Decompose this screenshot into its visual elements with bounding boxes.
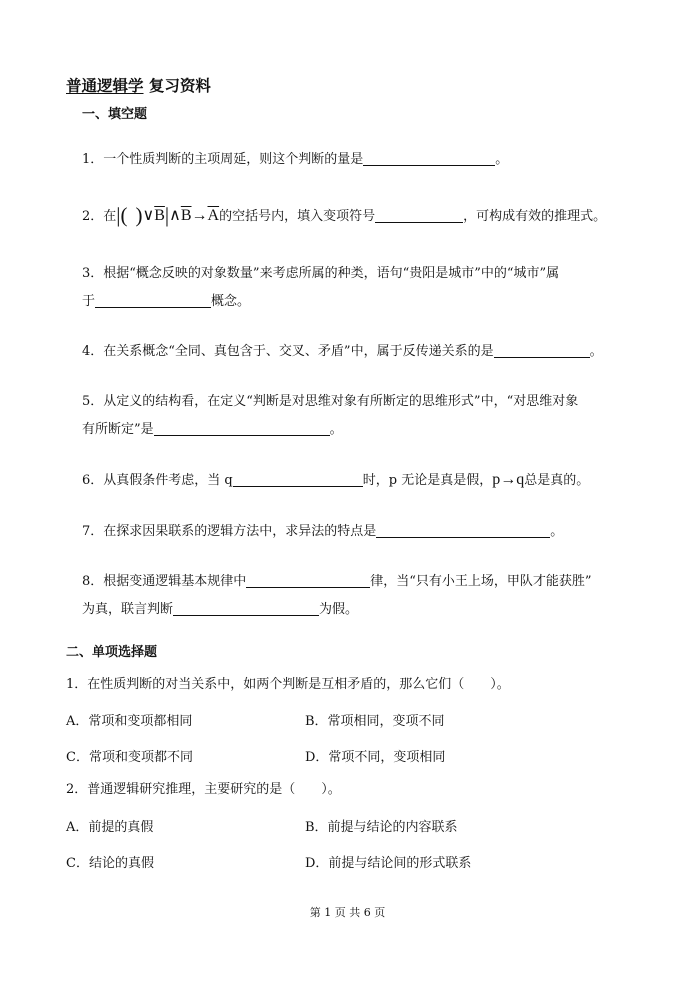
q8-text: 8．根据变通逻辑基本规律中 xyxy=(82,574,247,589)
question-5-line2 xyxy=(82,421,343,439)
q7-end: 。 xyxy=(550,524,564,539)
q1-end: 。 xyxy=(495,152,509,167)
q2-lbar: | xyxy=(116,203,121,227)
q6-end: 总是真的。 xyxy=(524,473,590,488)
mc2-option-a[interactable]: A．前提的真假 xyxy=(66,820,154,835)
q5-line2-end: 。 xyxy=(329,422,343,437)
mc1-option-d[interactable]: D．常项不同，变项相同 xyxy=(305,750,446,765)
question-6 xyxy=(82,471,589,490)
mc1-option-c[interactable]: C．常项和变项都不同 xyxy=(66,750,193,765)
question-4 xyxy=(82,343,603,361)
q1-blank[interactable] xyxy=(363,151,495,166)
mc-question-2: 2．普通逻辑研究推理，主要研究的是（ ）。 xyxy=(66,782,341,797)
q8-line2-start: 为真，联言判断 xyxy=(82,602,174,617)
q3-line2-start: 于 xyxy=(82,294,96,309)
q2-arrow: → xyxy=(191,207,208,224)
question-7 xyxy=(82,523,563,541)
mc1-option-a[interactable]: A．常项和变项都相同 xyxy=(66,714,193,729)
question-5: 5．从定义的结构看，在定义“判断是对思维对象有所断定的思维形式”中，“对思维对象 xyxy=(82,394,579,409)
q2-formula xyxy=(116,203,220,227)
q6-text: 6．从真假条件考虑，当 q xyxy=(82,473,233,488)
q2-and-symbol: ∧ xyxy=(169,207,181,224)
section-heading-multiple-choice: 二、单项选择题 xyxy=(66,645,158,660)
q2-b-bar: $\overline{B}$ xyxy=(154,207,165,224)
q6-q: q xyxy=(516,471,525,488)
q6-arrow: → xyxy=(500,471,517,488)
q3-blank[interactable] xyxy=(95,293,211,308)
q5-line2-start: 有所断定”是 xyxy=(82,422,154,437)
q4-end: 。 xyxy=(589,344,603,359)
question-3: 3．根据“概念反映的对象数量”来考虑所属的种类，语句“贵阳是城市”中的“城市”属 xyxy=(82,266,560,281)
q4-blank[interactable] xyxy=(494,343,590,358)
q2-rparen: ) xyxy=(135,203,143,227)
q2-a-bar: $\overline{A}$ xyxy=(207,207,220,224)
q2-or-symbol: ∨ xyxy=(142,207,155,224)
mc-question-1: 1．在性质判断的对当关系中，如两个判断是互相矛盾的，那么它们（ ）。 xyxy=(66,677,510,692)
q2-text: 的空括号内，填入变项符号 xyxy=(219,209,376,224)
q2-prefix: 2．在 xyxy=(82,209,117,224)
title-sub: 复习资料 xyxy=(148,77,211,95)
q3-line2-end: 概念。 xyxy=(211,294,251,309)
title-main: 普通逻辑学 xyxy=(66,77,144,95)
page-footer: 第 1 页 共 6 页 xyxy=(309,906,386,919)
question-3-line2 xyxy=(82,293,250,311)
q6-blank[interactable] xyxy=(233,472,363,487)
q6-p: p xyxy=(492,471,501,488)
mc2-option-b[interactable]: B．前提与结论的内容联系 xyxy=(305,820,458,835)
mc1-option-b[interactable]: B．常项相同，变项不同 xyxy=(305,714,445,729)
q8-line2-end: 为假。 xyxy=(319,602,359,617)
q1-text: 1．一个性质判断的主项周延，则这个判断的量是 xyxy=(82,152,364,167)
mc2-option-c[interactable]: C．结论的真假 xyxy=(66,856,154,871)
page-title xyxy=(66,74,211,96)
q5-blank[interactable] xyxy=(154,421,330,436)
q2-blank[interactable] xyxy=(375,208,463,223)
q8-blank-2[interactable] xyxy=(173,601,319,616)
q7-blank[interactable] xyxy=(376,523,550,538)
section-heading-fill-in: 一、填空题 xyxy=(82,107,148,122)
q2-rbar: | xyxy=(164,203,170,227)
q6-text-mid: 时，p 无论是真是假， xyxy=(362,473,493,488)
q8-blank-1[interactable] xyxy=(246,573,370,588)
q4-text: 4．在关系概念“全同、真包含于、交叉、矛盾”中，属于反传递关系的是 xyxy=(82,344,494,359)
question-2 xyxy=(82,203,607,227)
question-1 xyxy=(82,151,508,169)
q2-b-bar-2: $\overline{B}$ xyxy=(180,207,192,224)
q6-formula xyxy=(492,471,524,488)
question-8 xyxy=(82,573,592,591)
q7-text: 7．在探求因果联系的逻辑方法中，求异法的特点是 xyxy=(82,524,377,539)
q8-text-mid: 律，当“只有小王上场，甲队才能获胜” xyxy=(370,574,592,589)
q2-lparen: ( xyxy=(120,203,128,227)
mc2-option-d[interactable]: D．前提与结论间的形式联系 xyxy=(305,856,472,871)
q2-end: ，可构成有效的推理式。 xyxy=(463,209,607,224)
question-8-line2 xyxy=(82,601,358,619)
